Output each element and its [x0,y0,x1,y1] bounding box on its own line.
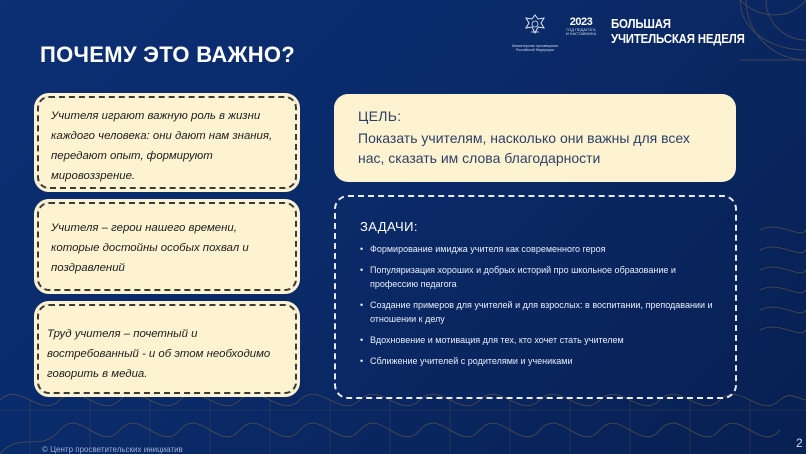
teacher-week-line1: БОЛЬШАЯ [611,16,671,31]
year-caption-2: И НАСТАВНИКА [565,31,597,37]
tasks-box [334,195,737,399]
reason-card-text: Труд учителя – почетный и востребованный - и об этом необходимо говорить в медиа. [47,328,271,380]
reason-card-1 [37,96,297,189]
teacher-week-line2: УЧИТЕЛЬСКАЯ НЕДЕЛЯ [611,31,745,46]
eagle-emblem-icon [522,12,548,38]
page-number: 2 [796,436,803,450]
year-caption-1: ГОД ПЕДАГОГА [566,27,596,32]
goal-text: Показать учителям, насколько они важны для всех нас, сказать им слова благодарности [358,130,690,166]
reason-card-text: Учителя – герои нашего времени, которые достойны особых похвал и поздравлений [51,222,249,274]
task-item: • Сближение учителей с родителями и учениками [360,354,719,368]
task-item: • Вдохновение и мотивация для тех, кто хочет стать учителем [360,333,719,347]
reason-card-2 [37,202,297,291]
reason-card-3 [37,304,297,394]
tasks-list [360,242,719,368]
page-title: ПОЧЕМУ ЭТО ВАЖНО? [40,42,296,67]
goal-heading: ЦЕЛЬ: [358,108,402,124]
reason-card-text: Учителя играют важную роль в жизни каждого человека: они дают нам знания, передают опыт, формируют мировоззрение. [51,110,273,182]
year-number: 2023 [569,16,593,28]
task-item: • Формирование имиджа учителя как современного героя [360,242,719,256]
task-item: • Создание примеров для учителей и для взрослых: в воспитании, преподавании и отношении к делу [360,298,719,326]
partner-logos [505,12,765,52]
ministry-caption: Министерство просвещения Российской Федерации [512,44,558,52]
task-item: • Популяризация хороших и добрых историй про школьное образование и профессию педагога [360,263,719,291]
year-of-teacher-logo [563,16,599,37]
teacher-week-logo [611,16,763,46]
ministry-emblem-logo [505,12,565,52]
goal-box [334,94,736,182]
tasks-heading: ЗАДАЧИ: [360,219,418,234]
footer-copyright: © Центр просветительских инициатив [42,445,183,454]
